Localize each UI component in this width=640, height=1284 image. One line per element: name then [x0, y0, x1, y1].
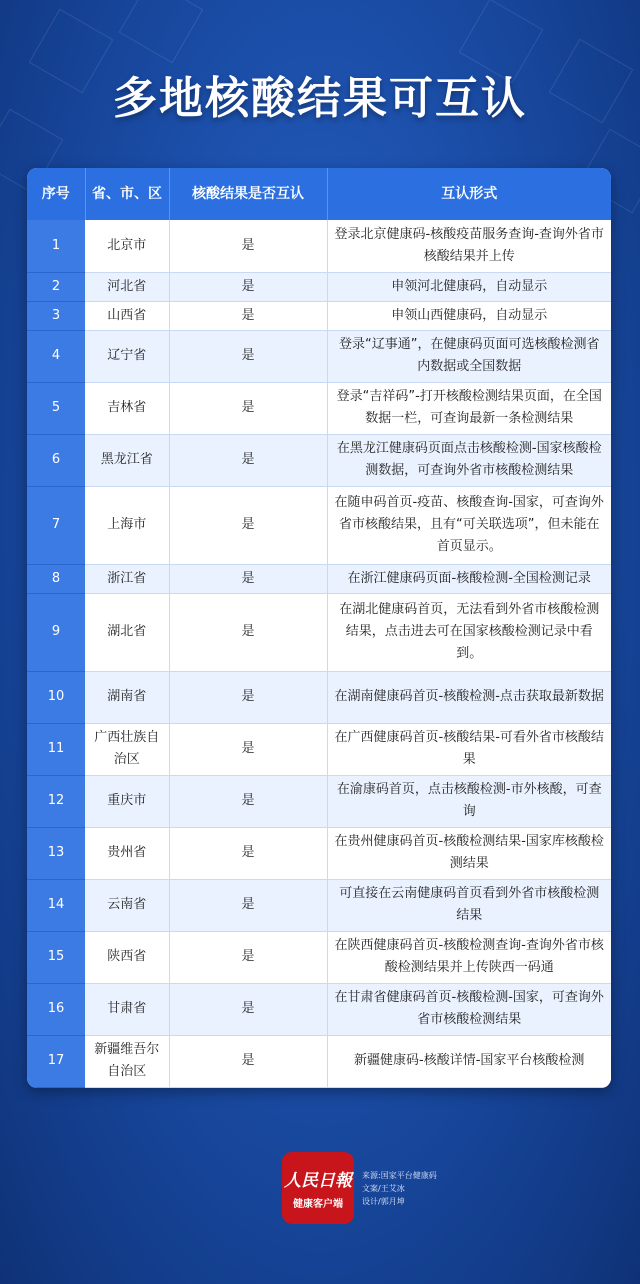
- row-mutual: 是: [169, 220, 327, 272]
- row-index: 12: [27, 775, 85, 827]
- table-row: [27, 827, 611, 879]
- row-region: 贵州省: [85, 827, 169, 879]
- results-table: [27, 168, 611, 1088]
- logo-subtext: 健康客户端: [293, 1199, 343, 1210]
- row-region: 山西省: [85, 301, 169, 330]
- people-daily-logo: [282, 1152, 354, 1224]
- header-form: 互认形式: [327, 168, 611, 220]
- row-form: 申领河北健康码，自动显示: [327, 272, 611, 301]
- row-form: 登录“辽事通”，在健康码页面可选核酸检测省内数据或全国数据: [327, 330, 611, 382]
- header-region: 省、市、区: [85, 168, 169, 220]
- row-form: 在湖南健康码首页-核酸检测-点击获取最新数据: [327, 671, 611, 723]
- table-row: [27, 879, 611, 931]
- row-region: 甘肃省: [85, 983, 169, 1035]
- row-region: 吉林省: [85, 382, 169, 434]
- row-form: 登录北京健康码-核酸疫苗服务查询-查询外省市核酸结果并上传: [327, 220, 611, 272]
- row-mutual: 是: [169, 486, 327, 564]
- page-title: 多地核酸结果可互认: [113, 73, 527, 124]
- row-index: 2: [27, 272, 85, 301]
- row-mutual: 是: [169, 931, 327, 983]
- row-form: 在贵州健康码首页-核酸检测结果-国家库核酸检测结果: [327, 827, 611, 879]
- row-mutual: 是: [169, 1035, 327, 1087]
- row-form: 新疆健康码-核酸详情-国家平台核酸检测: [327, 1035, 611, 1087]
- row-index: 16: [27, 983, 85, 1035]
- row-mutual: 是: [169, 301, 327, 330]
- row-index: 11: [27, 723, 85, 775]
- designer-text: 设计/郭月坤: [362, 1196, 405, 1206]
- row-form: 在随申码首页-疫苗、核酸查询-国家，可查询外省市核酸结果，且有“可关联选项”，但未能在首页显示。: [327, 486, 611, 564]
- table-row: [27, 931, 611, 983]
- row-form: 申领山西健康码，自动显示: [327, 301, 611, 330]
- row-mutual: 是: [169, 382, 327, 434]
- row-region: 湖北省: [85, 593, 169, 671]
- row-index: 6: [27, 434, 85, 486]
- table-row: [27, 220, 611, 272]
- header-index: 序号: [27, 168, 85, 220]
- row-index: 15: [27, 931, 85, 983]
- header-mutual: 核酸结果是否互认: [169, 168, 327, 220]
- table-row: [27, 382, 611, 434]
- row-index: 4: [27, 330, 85, 382]
- row-form: 在浙江健康码页面-核酸检测-全国检测记录: [327, 564, 611, 593]
- row-index: 8: [27, 564, 85, 593]
- row-index: 14: [27, 879, 85, 931]
- row-region: 黑龙江省: [85, 434, 169, 486]
- row-region: 辽宁省: [85, 330, 169, 382]
- row-mutual: 是: [169, 879, 327, 931]
- table-row: [27, 301, 611, 330]
- row-index: 1: [27, 220, 85, 272]
- credits: [362, 1169, 437, 1208]
- table-row: [27, 775, 611, 827]
- row-mutual: 是: [169, 272, 327, 301]
- row-region: 上海市: [85, 486, 169, 564]
- table-header-row: [27, 168, 611, 220]
- row-mutual: 是: [169, 775, 327, 827]
- row-region: 湖南省: [85, 671, 169, 723]
- row-form: 在广西健康码首页-核酸结果-可看外省市核酸结果: [327, 723, 611, 775]
- table-row: [27, 330, 611, 382]
- row-region: 新疆维吾尔自治区: [85, 1035, 169, 1087]
- row-region: 河北省: [85, 272, 169, 301]
- table-row: [27, 723, 611, 775]
- row-region: 云南省: [85, 879, 169, 931]
- row-mutual: 是: [169, 593, 327, 671]
- row-region: 陕西省: [85, 931, 169, 983]
- row-form: 在黑龙江健康码页面点击核酸检测-国家核酸检测数据，可查询外省市核酸检测结果: [327, 434, 611, 486]
- row-mutual: 是: [169, 723, 327, 775]
- table-row: [27, 671, 611, 723]
- row-index: 10: [27, 671, 85, 723]
- table-row: [27, 564, 611, 593]
- row-index: 3: [27, 301, 85, 330]
- row-form: 在陕西健康码首页-核酸检测查询-查询外省市核酸检测结果并上传陕西一码通: [327, 931, 611, 983]
- row-index: 17: [27, 1035, 85, 1087]
- row-mutual: 是: [169, 330, 327, 382]
- row-mutual: 是: [169, 564, 327, 593]
- row-index: 13: [27, 827, 85, 879]
- row-region: 北京市: [85, 220, 169, 272]
- row-mutual: 是: [169, 983, 327, 1035]
- row-region: 广西壮族自治区: [85, 723, 169, 775]
- row-form: 在甘肃省健康码首页-核酸检测-国家，可查询外省市核酸检测结果: [327, 983, 611, 1035]
- table-row: [27, 983, 611, 1035]
- footer: [282, 1152, 437, 1224]
- row-form: 在渝康码首页，点击核酸检测-市外核酸，可查询: [327, 775, 611, 827]
- row-region: 浙江省: [85, 564, 169, 593]
- source-text: 来源:国家平台健康码: [362, 1170, 437, 1180]
- row-mutual: 是: [169, 827, 327, 879]
- table-row: [27, 486, 611, 564]
- row-index: 5: [27, 382, 85, 434]
- logo-text: 人民日報: [284, 1171, 352, 1191]
- table-row: [27, 434, 611, 486]
- row-form: 登录“吉祥码”-打开核酸检测结果页面，在全国数据一栏，可查询最新一条检测结果: [327, 382, 611, 434]
- row-mutual: 是: [169, 671, 327, 723]
- row-region: 重庆市: [85, 775, 169, 827]
- row-index: 9: [27, 593, 85, 671]
- row-mutual: 是: [169, 434, 327, 486]
- table-row: [27, 593, 611, 671]
- row-form: 在湖北健康码首页，无法看到外省市核酸检测结果，点击进去可在国家核酸检测记录中看到。: [327, 593, 611, 671]
- table-row: [27, 1035, 611, 1087]
- writer-text: 文案/王艾冰: [362, 1183, 405, 1193]
- row-form: 可直接在云南健康码首页看到外省市核酸检测结果: [327, 879, 611, 931]
- table-row: [27, 272, 611, 301]
- row-index: 7: [27, 486, 85, 564]
